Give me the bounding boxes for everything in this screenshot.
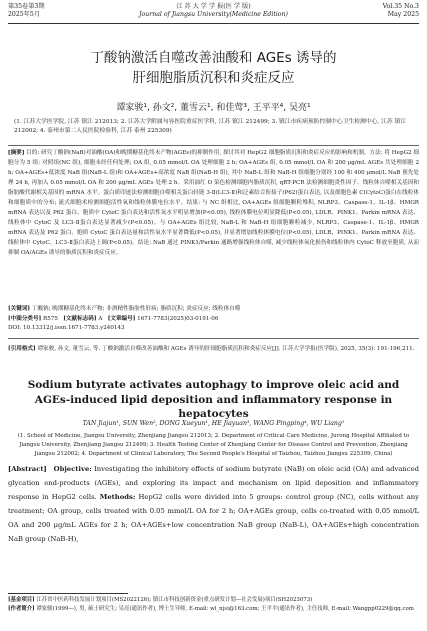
citation-block (8, 344, 419, 354)
authors-cn: 谭家骏¹, 孙文², 董雪云¹, 和佳莺³, 王平平⁴, 吴亮¹ (116, 103, 311, 113)
affiliations-en: (1. School of Medicine, Jiangsu University, Zhenjiang Jiangsu 212013; 2. Department of Critical Care Medicine, Jurong Hospital Affiliated to Jiangsu University, Zhenjiang Jiangsu 212499; 3. Health Testing Center of Zhenjiang Center for Disease Control and Prevention, Zhenjiang Jiangsu 212002; 4. Department of Clinical Laboratory, The Second People's Hospital of Taizhou, Taizhou Jiangsu 225309, China) (17, 433, 410, 457)
abstract-top-rule (8, 145, 419, 146)
keywords-block (8, 305, 419, 334)
objective-label: Objective: (53, 465, 92, 473)
authors-en: TAN Jiajun¹, SUN Wen², DONG Xueyun¹, HE Jiayuan³, WANG Pingping⁴, WU Liang¹ (82, 420, 345, 427)
affiliations-cn: (1. 江苏大学医学院, 江苏 镇江 212013; 2. 江苏大学附属句容医院重症医学科, 江苏 镇江 212499; 3. 镇江市疾病预防控制中心卫生检测中心, 江苏 镇江 212002; 4. 泰州市第二人民医院检验科, 江苏 泰州 225309) (14, 119, 407, 134)
title-cn-line2: 肝细胞脂质沉积和炎症反应 (132, 70, 295, 86)
doi: DOI: 10.13312/j.issn.1671-7783.y240143 (8, 325, 125, 331)
abstract-en-label: [Abstract] (8, 465, 47, 473)
keywords-label: [关键词] (8, 306, 31, 312)
abstract-cn-label: [摘要] (8, 150, 25, 156)
author-info-text: 谭家骏(1999—), 男, 硕士研究生; 吴亮(通讯作者), 博士生导师, E-mail: wl_njsi@163.com; 王平平(通讯作者), 主任技师, E-mail: Wangpp0229@qq.com (36, 605, 414, 612)
citation-text: 谭家骏, 孙文, 董雪云, 等. 丁酸钠激活自噬改善油酸和 AGEs 诱导的肝细胞脂质沉积和炎症反应[J]. 江苏大学学报(医学版), 2025, 35(3): 191-196,211. (37, 346, 415, 352)
article-number-value: 1671-7783(2025)03-0191-06 (137, 315, 219, 322)
header-center (8, 3, 419, 19)
abstract-cn-text: 目的: 研究丁酸钠(NaB)对油酸(OA)和晚期糖基化终末产物(AGEs)的抑制作用, 探讨其对 HepG2 细胞脂质沉积和炎症反应的影响和机制。方法: 将 HepG2 细胞分为 5 组: 对照组(NC 组), 细胞未经任何处理; OA 组, 0.05 mmol/L OA 处理细胞 2 h; OA+AGEs 组, 0.05 mmol/L OA 和 200 μg/mL AGEs 共处理细胞 2 h; OA+AGEs+低浓度 NaB 组(NaB-L 组)和 OA+AGEs+高浓度 NaB 组(NaB-H 组), 其中 NaB-L 组和 NaB-H 组细胞分别经 100 和 400 μmol/L NaB 预先处理 24 h, 再加入 0.05 mmol/L OA 和 200 μg/mL AGEs 处理 2 h。采用油红 O 染色检测细胞内脂质沉积, qRT-PCR 法检测细胞炎性因子、线粒体自噬相关基因和脂肪酸代谢相关基因的 mRNA 水平。蛋白质印迹法检测细胞自噬相关蛋白轻链 3-Ⅱ(LC3-Ⅱ)和泛素结合衔接子(P62)蛋白表达, 以及细胞色素 C(CytoC)蛋白在线粒体和细胞质中的分布; 流式细胞术检测细胞活性氧和线粒体膜电位水平。结果: 与 NC 组相比, OA+AGEs 组细胞颗粒堆积, NLRP3、Caspase-1、IL-1β、HMGR mRNA 表达以及 P62 蛋白、胞质中 CytoC 蛋白表达和活性氧水平明显增加(P<0.05), 线粒体膜电位明显降低(P<0.05), LDLR、PINK1、Parkin mRNA 表达、线粒体中 CytoC 及 LC3-Ⅱ蛋白表达显著减少(P<0.05)。与 OA+AGEs 组比较, NaB-L 和 NaB-H 组细胞颗粒减少, NLRP3、Caspase-1、IL-1β、HMGR mRNA 表达及 P62 蛋白、胞质 CytoC 蛋白表达量和活性氧水平显著降低(P<0.05), 并显著增加线粒体膜电位(P<0.05), LDLR、PINK1、Parkin mRNA 表达、线粒体中 CytoC、LC3-Ⅱ蛋白表达上调(P<0.05)。结论: NaB 通过 PINK1/Parkin 通路增强线粒体自噬, 减少线粒体氧化损伤和线粒体内 CytoC 释放至胞质, 从而抑制 OA/AGEs 诱导的脂质沉积和炎症反应。 (8, 150, 419, 256)
title-cn-line1: 丁酸钠激活自噬改善油酸和 AGEs 诱导的 (90, 50, 337, 66)
footnote-rule (8, 593, 128, 594)
doc-code-value: A (98, 315, 103, 322)
header-rule (8, 23, 419, 24)
clc-value: R575 (43, 315, 58, 322)
date-en: May 2025 (387, 11, 419, 18)
objective-text: Investigating the inhibitory effects of sodium butyrate (NaB) on oleic acid (OA) and advanced glycation end-products (AGEs), and exploring its impact and mechanism on lipid deposition and inflammatory response in HepG2 cells. (8, 465, 419, 501)
volume-issue-cn: 第35卷第3期 (8, 3, 45, 10)
classification-line (8, 315, 419, 325)
fund-label: [基金项目] (8, 597, 35, 603)
abstract-en (8, 462, 419, 546)
article-number-label: [文章编号] (107, 315, 136, 322)
header-right (383, 3, 419, 19)
citation-label: [引用格式] (8, 346, 36, 352)
date-cn: 2025年5月 (8, 11, 41, 18)
clc-label: [中图分类号] (8, 315, 42, 322)
volume-issue-en: Vol.35 No.3 (382, 3, 419, 10)
fund-text: 江苏省中医药科技发展计划项目(MS2022126); 镇江市科技创新资金(重点研发计划—社会发展)项目(SH2023073) (36, 597, 313, 603)
methods-text: HepG2 cells were divided into 5 groups: control group (NC), cells without any treatment; OA group, cells treated with 0.05 mmol/L OA for 2 h; OA+AGEs group, cells co-treated with 0.05 mmol/L OA and 200 μg/mL AGEs for 2 h; OA+AGEs+low concentration NaB group (NaB-L), OA+AGEs+high concentration NaB group (NaB-H), (8, 493, 419, 543)
author-info-label: [作者简介] (8, 605, 35, 612)
citation-top-rule (8, 338, 419, 339)
keywords-text: 丁酸钠; 晚期糖基化终末产物; 非酒精性脂肪性肝病; 脂质沉积; 炎症反应; 线粒体自噬 (31, 306, 241, 312)
methods-label: Methods: (99, 493, 136, 501)
footnote (8, 596, 419, 613)
title-en: Sodium butyrate activates autophagy to improve oleic acid and AGEs-induced lipid deposition and inflammatory response in hepatocytes (27, 379, 400, 420)
doc-code-label: [文献标志码] (63, 315, 97, 322)
journal-name-cn: 江 苏 大 学 学 报(医 学 版) (176, 3, 251, 10)
title-cn (20, 48, 407, 88)
journal-name-en: Journal of Jiangsu University(Medicine Edition) (139, 11, 288, 18)
abstract-cn (8, 148, 419, 258)
